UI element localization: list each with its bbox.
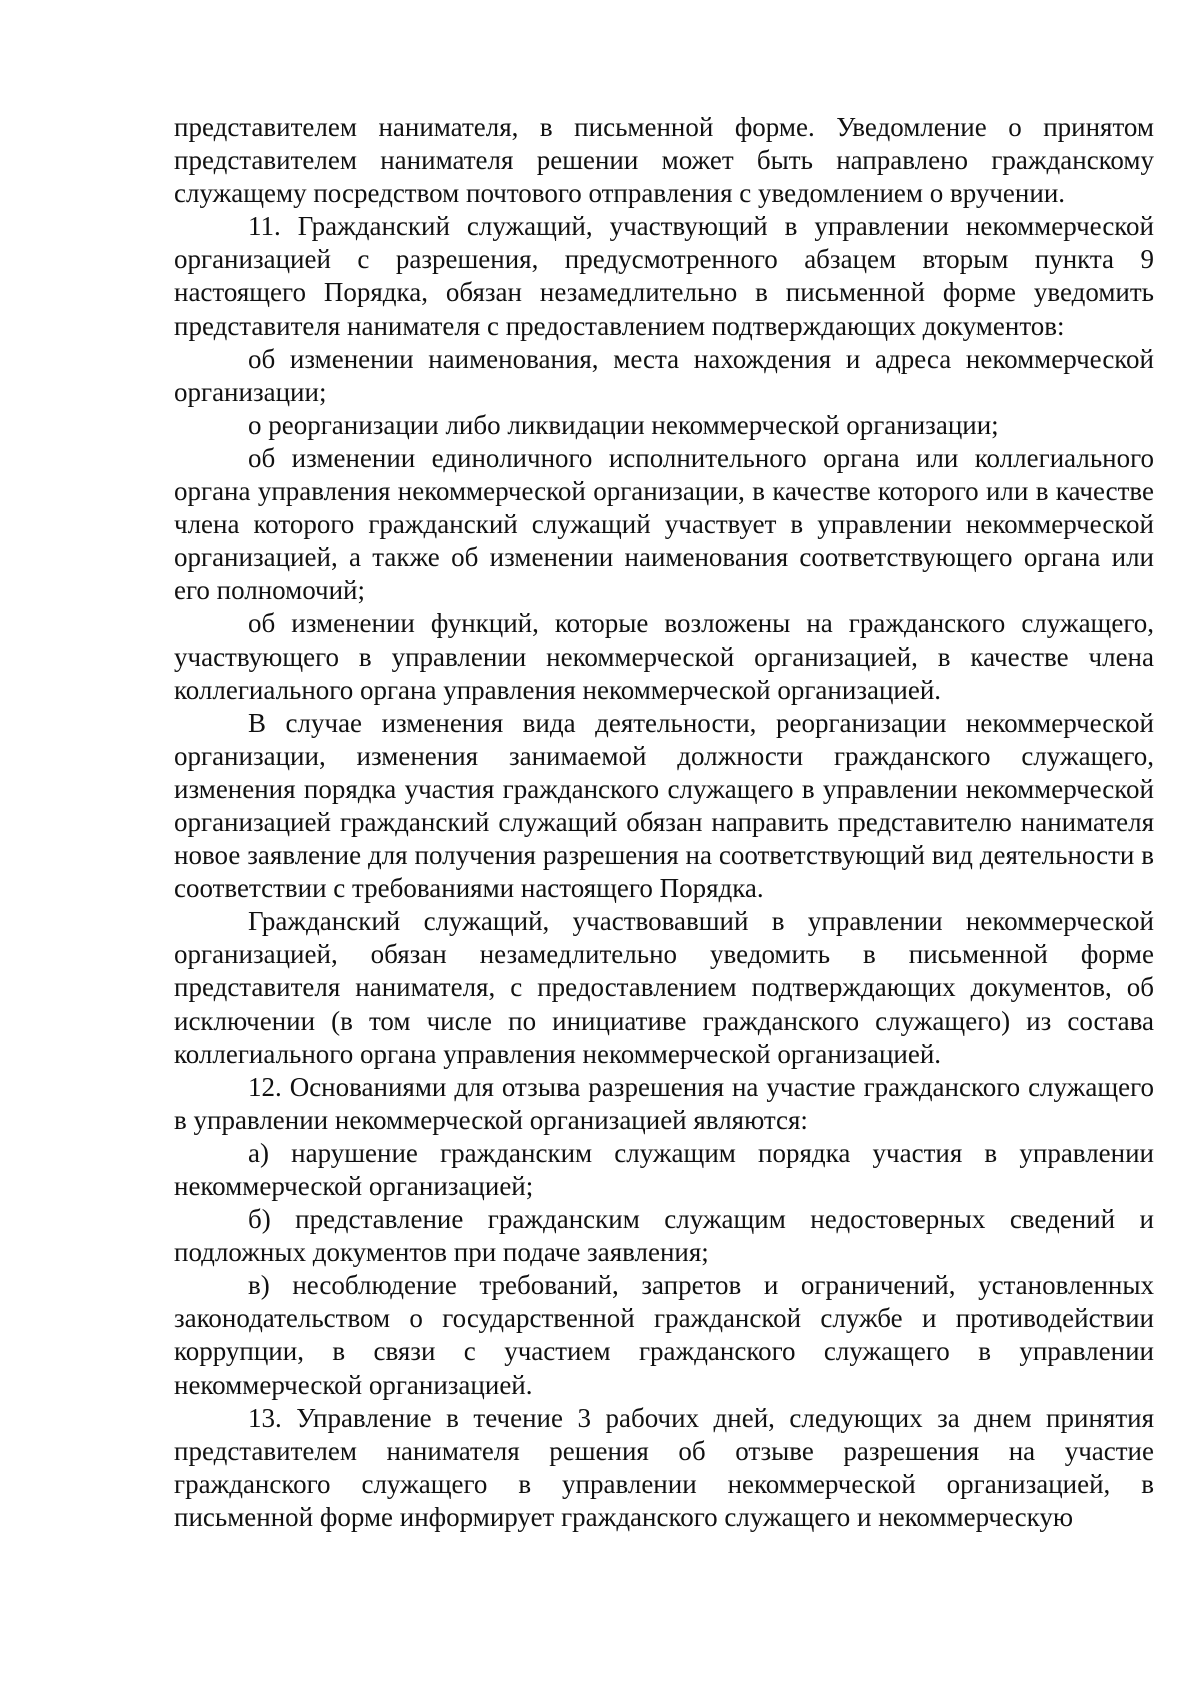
paragraph-item-11: 11. Гражданский служащий, участвующий в управлении некоммерческой организацией с разрешения, предусмотренного абзацем вторым пункта 9 настоящего Порядка, обязан незамедлительно в письменной форме уведомить представителя нанимателя с предоставлением подтверждающих документов: [174, 211, 1154, 341]
paragraph-name-address-change: об изменении наименования, места нахождения и адреса некоммерческой организации; [174, 343, 1154, 407]
paragraph-item-12-b: б) представление гражданским служащим недостоверных сведений и подложных документов при подаче заявления; [174, 1204, 1154, 1268]
paragraph-reorganization: о реорганизации либо ликвидации некоммерческой организации; [248, 409, 999, 440]
paragraph-item-12-a: а) нарушение гражданским служащим порядка участия в управлении некоммерческой организацией; [174, 1137, 1154, 1201]
paragraph-executive-body-change: об изменении единоличного исполнительного органа или коллегиального органа управления некоммерческой организации, в качестве которого или в качестве члена которого гражданский служащий участвует в управлении некоммерческой организацией, а также об изменении наименования соответствующего органа или его полномочий; [174, 442, 1154, 606]
paragraph-item-12: 12. Основаниями для отзыва разрешения на участие гражданского служащего в управлении некоммерческой организацией являются: [174, 1071, 1154, 1135]
paragraph-exclusion-notice: Гражданский служащий, участвовавший в управлении некоммерческой организацией, обязан незамедлительно уведомить в письменной форме представителя нанимателя, с предоставлением подтверждающих документов, об исключении (в том числе по инициативе гражданского служащего) из состава коллегиального органа управления некоммерческой организацией. [174, 906, 1154, 1069]
paragraph-item-12-v: в) несоблюдение требований, запретов и ограничений, установленных законодательством о государственной гражданской службе и противодействии коррупции, в связи с участием гражданского служащего в управлении некоммерческой организацией. [174, 1270, 1154, 1400]
paragraph-continuation: представителем нанимателя, в письменной форме. Уведомление о принятом представителем нанимателя решении может быть направлено гражданскому служащему посредством почтового отправления с уведомлением о вручении. [174, 112, 1154, 209]
paragraph-functions-change: об изменении функций, которые возложены на гражданского служащего, участвующего в управлении некоммерческой организацией, в качестве члена коллегиального органа управления некоммерческой организацией. [174, 608, 1154, 705]
document-body [174, 111, 1154, 1534]
paragraph-activity-change: В случае изменения вида деятельности, реорганизации некоммерческой организации, изменения занимаемой должности гражданского служащего, изменения порядка участия гражданского служащего в управлении некоммерческой организацией гражданский служащий обязан направить представителю нанимателя новое заявление для получения разрешения на соответствующий вид деятельности в соответствии с требованиями настоящего Порядка. [174, 707, 1154, 904]
paragraph-item-13: 13. Управление в течение 3 рабочих дней, следующих за днем принятия представителем нанимателя решения об отзыве разрешения на участие гражданского служащего в управлении некоммерческой организацией, в письменной форме информирует гражданского служащего и некоммерческую [174, 1402, 1154, 1532]
